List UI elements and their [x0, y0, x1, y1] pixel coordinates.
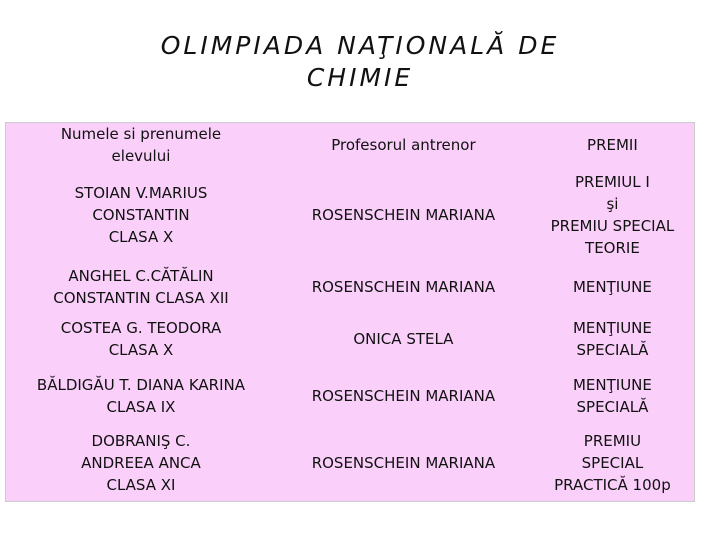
- cell-student: STOIAN V.MARIUS CONSTANTIN CLASA X: [74, 184, 208, 246]
- title-line-2: CHIMIE: [306, 63, 414, 92]
- header-awards: PREMII: [587, 136, 638, 154]
- cell-teacher: ROSENSCHEIN MARIANA: [311, 278, 496, 296]
- cell-teacher: ROSENSCHEIN MARIANA: [311, 454, 496, 472]
- cell-award: MENŢIUNE: [572, 278, 652, 296]
- cell-student: ANGHEL C.CĂTĂLIN CONSTANTIN CLASA XII: [53, 267, 229, 307]
- cell-award: PREMIUL I şi PREMIU SPECIAL TEORIE: [550, 173, 675, 257]
- table-row: [6, 311, 694, 367]
- table-row: [6, 263, 694, 311]
- table-row: [6, 367, 694, 425]
- title-line-1: OLIMPIADA NAŢIONALĂ DE: [160, 31, 560, 60]
- header-teacher: Profesorul antrenor: [331, 136, 476, 154]
- cell-teacher: ONICA STELA: [353, 330, 454, 348]
- cell-teacher: ROSENSCHEIN MARIANA: [311, 206, 496, 224]
- cell-student: COSTEA G. TEODORA CLASA X: [60, 319, 222, 359]
- cell-award: MENŢIUNE SPECIALĂ: [572, 376, 652, 416]
- cell-teacher: ROSENSCHEIN MARIANA: [311, 387, 496, 405]
- table-header-row: [6, 123, 694, 167]
- results-table: [5, 122, 695, 502]
- cell-student: DOBRANIŞ C. ANDREEA ANCA CLASA XI: [81, 432, 201, 494]
- table-row: [6, 167, 694, 263]
- cell-student: BĂLDIGĂU T. DIANA KARINA CLASA IX: [36, 376, 246, 416]
- table-row: [6, 425, 694, 501]
- page-title: [0, 30, 720, 94]
- header-student-name: Numele si prenumele elevului: [60, 125, 222, 165]
- cell-award: PREMIU SPECIAL PRACTICĂ 100p: [554, 432, 671, 494]
- cell-award: MENŢIUNE SPECIALĂ: [572, 319, 652, 359]
